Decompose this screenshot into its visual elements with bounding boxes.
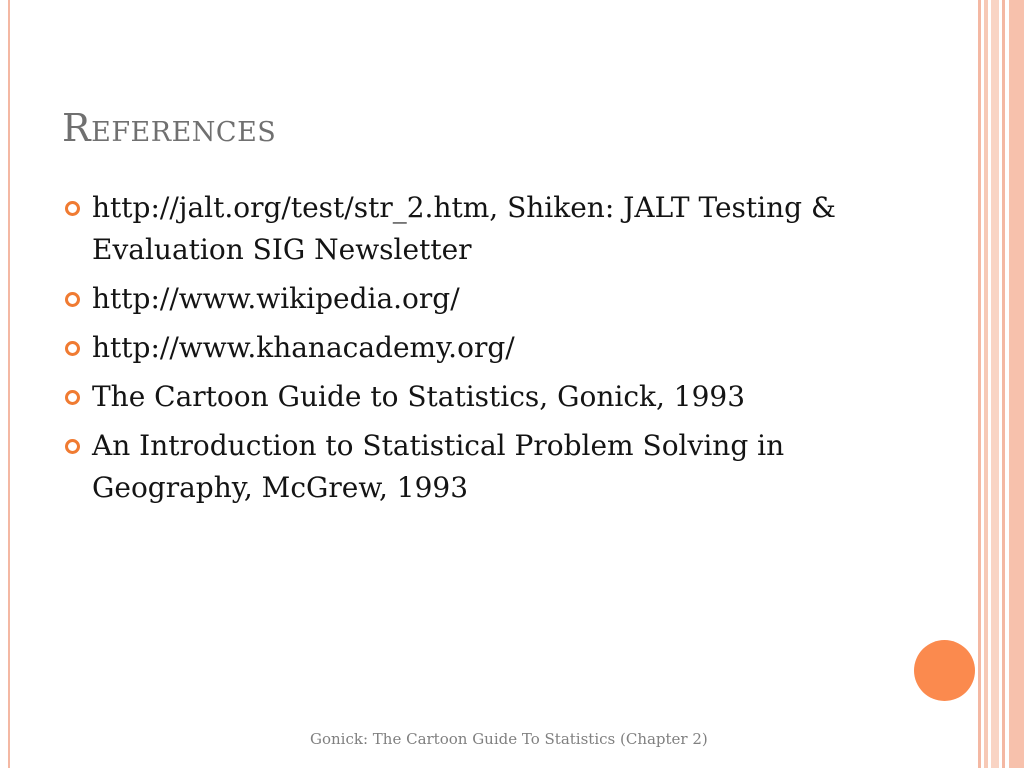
circle-bullet-icon: [65, 201, 80, 216]
reference-item: [62, 187, 892, 271]
reference-item: [62, 327, 892, 369]
right-stripe-4: [1002, 0, 1005, 768]
right-stripe-1: [978, 0, 981, 768]
circle-bullet-icon: [65, 341, 80, 356]
circle-bullet-icon: [65, 292, 80, 307]
reference-text: http://www.wikipedia.org/: [92, 282, 460, 315]
circle-bullet-icon: [65, 439, 80, 454]
orange-circle-decoration: [914, 640, 975, 701]
reference-item: [62, 376, 892, 418]
reference-text: http://www.khanacademy.org/: [92, 331, 515, 364]
reference-text: The Cartoon Guide to Statistics, Gonick, 1993: [92, 380, 746, 413]
left-border-line: [8, 0, 10, 768]
reference-text: http://jalt.org/test/str_2.htm, Shiken: JALT Testing & Evaluation SIG Newsletter: [92, 191, 836, 266]
right-stripe-3: [991, 0, 999, 768]
reference-item: [62, 425, 892, 509]
right-stripe-2: [984, 0, 988, 768]
circle-bullet-icon: [65, 390, 80, 405]
slide-footer: Gonick: The Cartoon Guide To Statistics (Chapter 2): [310, 730, 708, 748]
reference-list: [62, 187, 892, 516]
slide-title: References: [62, 106, 277, 150]
reference-item: [62, 278, 892, 320]
reference-text: An Introduction to Statistical Problem Solving in Geography, McGrew, 1993: [92, 429, 785, 504]
right-stripe-5: [1009, 0, 1024, 768]
